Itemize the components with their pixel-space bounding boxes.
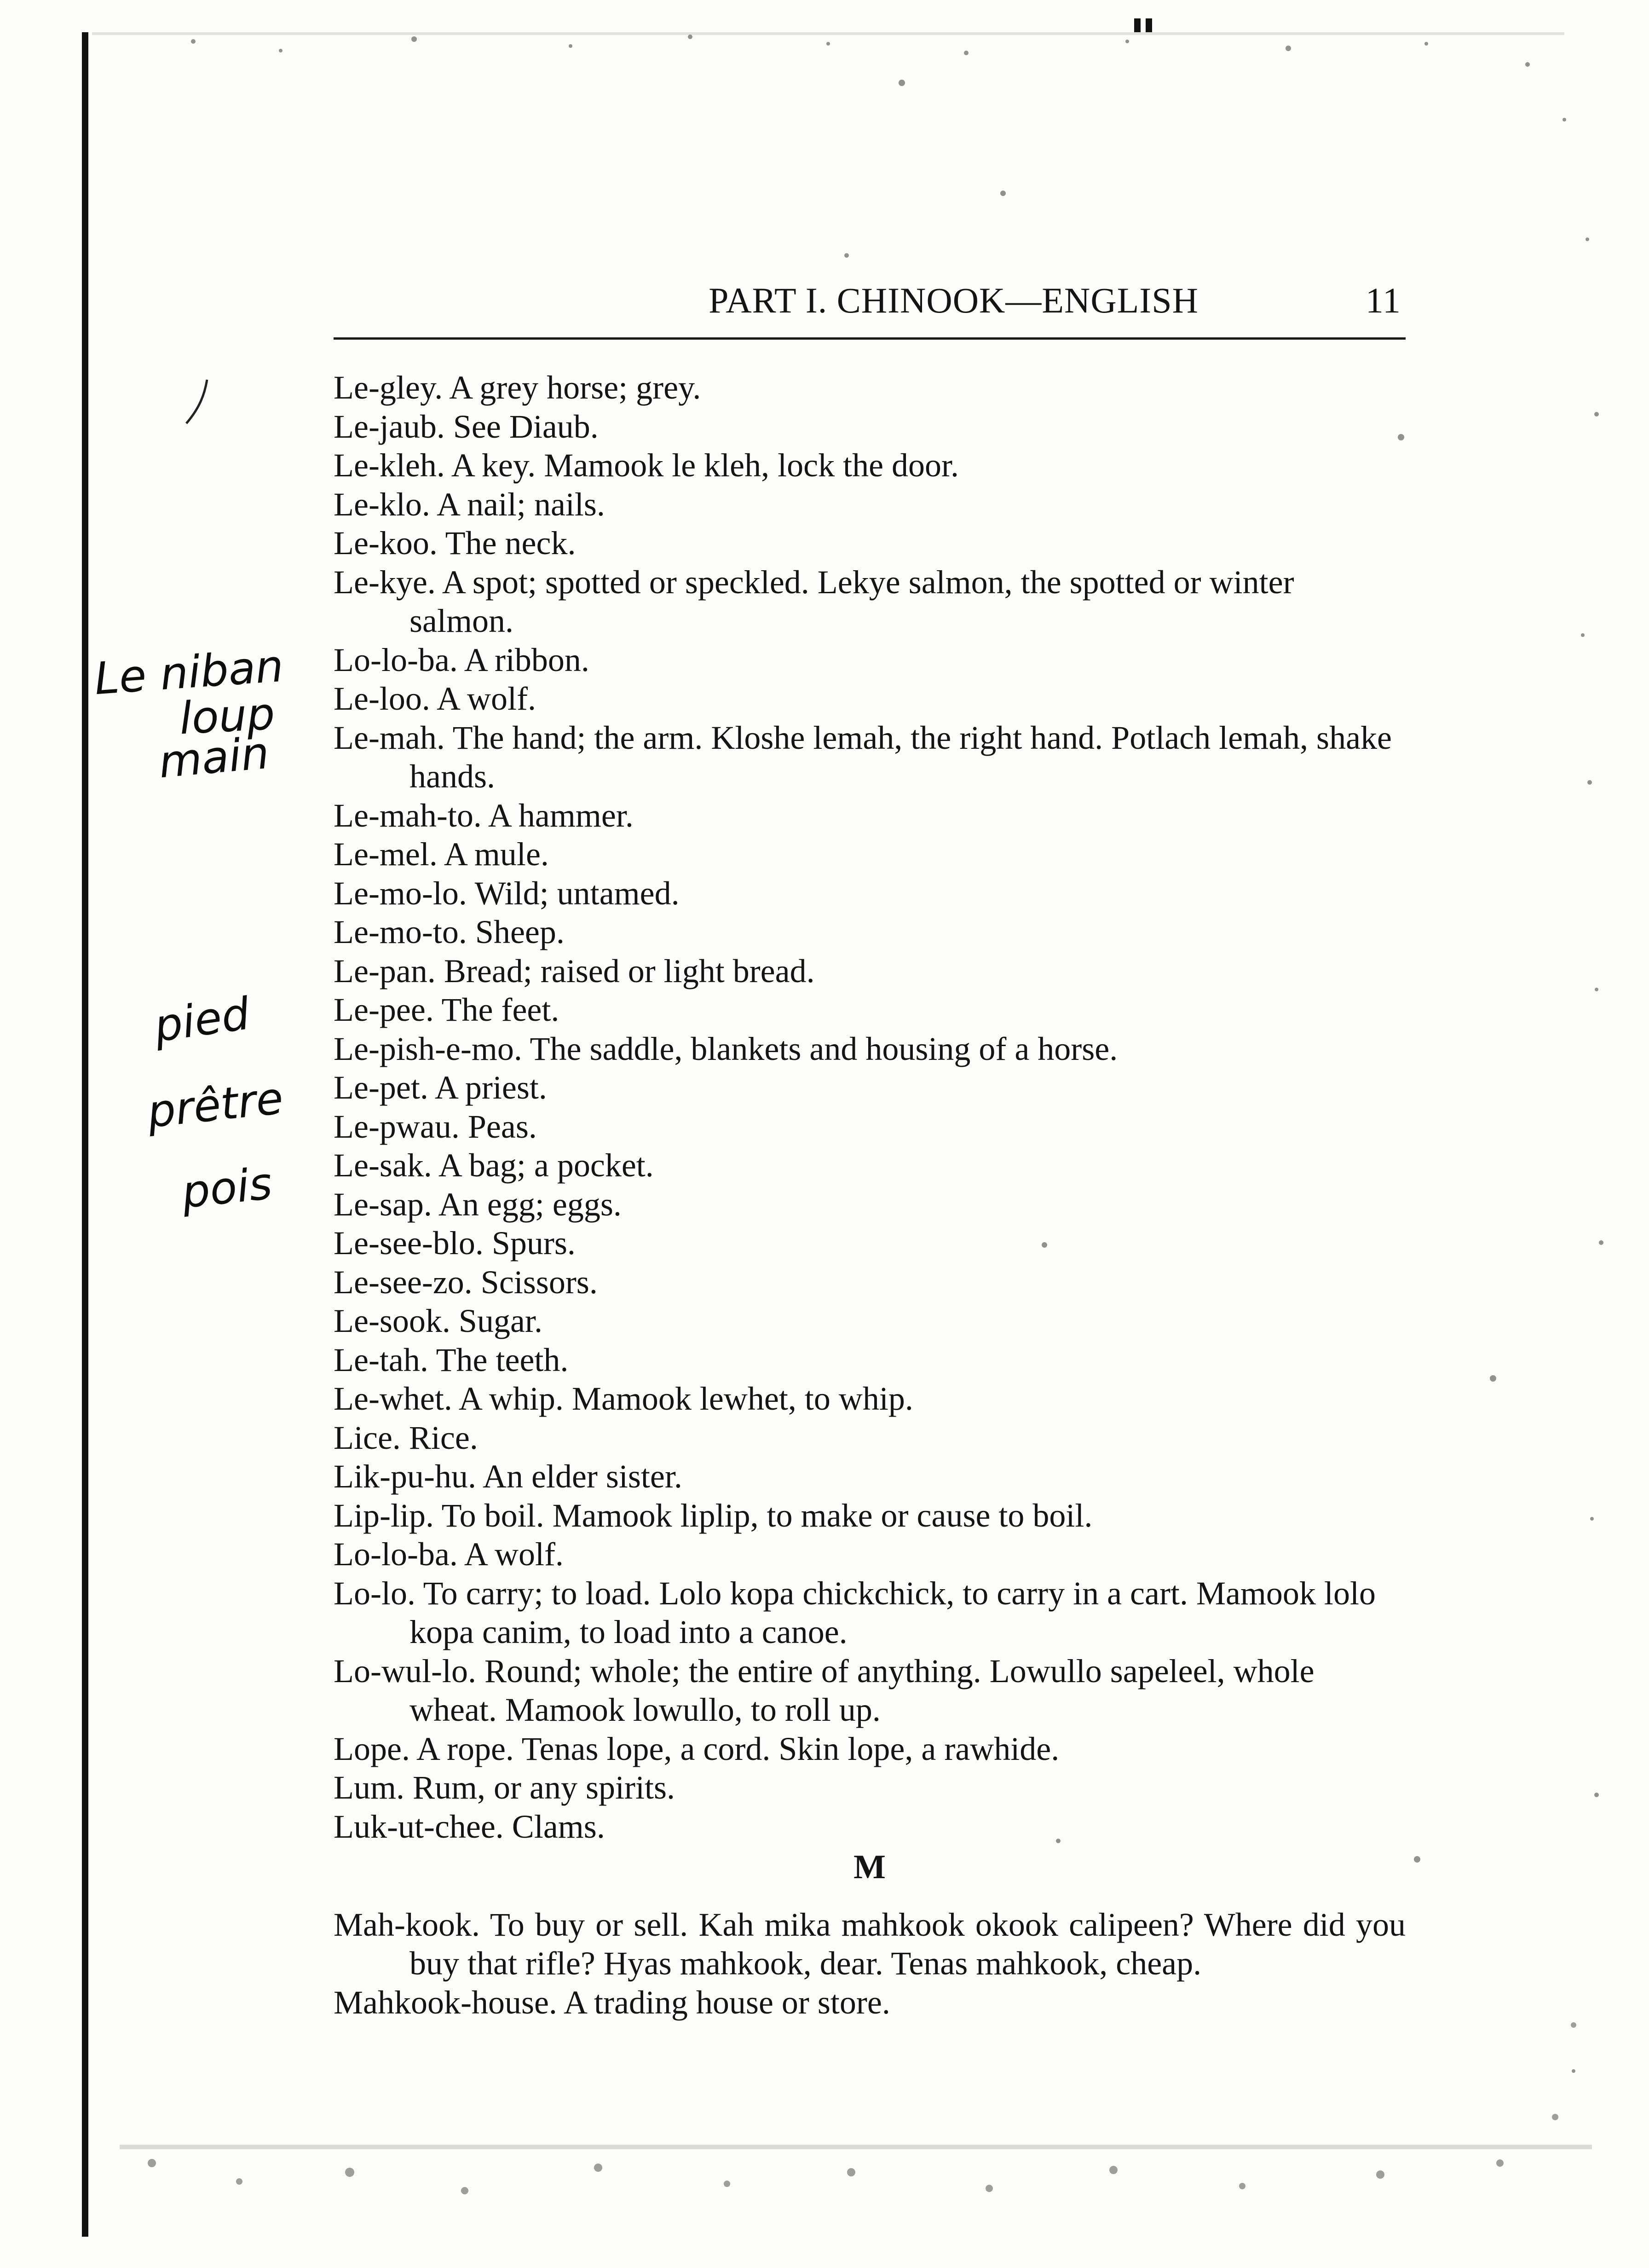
entry-le-jaub: Le-jaub. See Diaub. bbox=[334, 408, 599, 445]
entry-le-see-zo: Le-see-zo. Scissors. bbox=[334, 1263, 598, 1301]
entry-lik-pu-hu: Lik-pu-hu. An elder sister. bbox=[334, 1458, 682, 1495]
entry-le-tah: Le-tah. The teeth. bbox=[334, 1341, 569, 1378]
handwritten-note-pied: pied bbox=[151, 988, 253, 1052]
entry-le-sak: Le-sak. A bag; a pocket. bbox=[334, 1147, 654, 1184]
entry-lope: Lope. A rope. Tenas lope, a cord. Skin lope, a rawhide. bbox=[334, 1730, 1060, 1767]
handwritten-note-pois: pois bbox=[179, 1157, 275, 1218]
page-header bbox=[334, 276, 1406, 327]
entry-le-mah: Le-mah. The hand; the arm. Kloshe lemah, the right hand. Potlach lemah, shake hands. bbox=[334, 719, 1392, 795]
handwritten-note-le-niban: Le niban bbox=[92, 640, 285, 705]
entry-le-see-blo: Le-see-blo. Spurs. bbox=[334, 1225, 576, 1261]
entry-le-pee: Le-pee. The feet. bbox=[334, 991, 559, 1028]
entry-le-mah-to: Le-mah-to. A hammer. bbox=[334, 797, 634, 834]
handwritten-note-main: main bbox=[156, 727, 271, 788]
entry-mah-kook: Mah-kook. To buy or sell. Kah mika mahkook okook calipeen? Where did you buy that rifle? Hyas mahkook, dear. Tenas mahkook, cheap. bbox=[334, 1906, 1406, 1982]
entry-lo-wul-lo: Lo-wul-lo. Round; whole; the entire of anything. Lowullo sapeleel, whole wheat. Mamook lowullo, to roll up. bbox=[334, 1652, 1315, 1728]
entry-le-kleh: Le-kleh. A key. Mamook le kleh, lock the door. bbox=[334, 447, 959, 484]
entry-mahkook-house: Mahkook-house. A trading house or store. bbox=[334, 1984, 890, 2021]
entry-lo-lo-ba-wolf: Lo-lo-ba. A wolf. bbox=[334, 1536, 564, 1573]
entry-le-klo: Le-klo. A nail; nails. bbox=[334, 486, 605, 523]
header-rule bbox=[334, 337, 1406, 340]
entry-le-pan: Le-pan. Bread; raised or light bread. bbox=[334, 952, 815, 989]
entry-lice: Lice. Rice. bbox=[334, 1419, 478, 1456]
running-title: PART I. CHINOOK—ENGLISH bbox=[709, 280, 1199, 320]
page-number: 11 bbox=[1365, 280, 1401, 320]
handwritten-note-pretre: prêtre bbox=[144, 1072, 286, 1138]
entry-le-loo: Le-loo. A wolf. bbox=[334, 680, 536, 717]
entry-le-whet: Le-whet. A whip. Mamook lewhet, to whip. bbox=[334, 1380, 913, 1417]
entry-le-mo-lo: Le-mo-lo. Wild; untamed. bbox=[334, 874, 680, 912]
entry-lum: Lum. Rum, or any spirits. bbox=[334, 1769, 675, 1806]
section-letter-m: M bbox=[853, 1848, 886, 1886]
binding-edge bbox=[82, 32, 88, 2237]
entry-lip-lip: Lip-lip. To boil. Mamook liplip, to make or cause to boil. bbox=[334, 1497, 1093, 1534]
entry-le-koo: Le-koo. The neck. bbox=[334, 525, 576, 561]
entry-le-pish-e-mo: Le-pish-e-mo. The saddle, blankets and housing of a horse. bbox=[334, 1030, 1118, 1067]
entry-le-gley: Le-gley. A grey horse; grey. bbox=[334, 369, 701, 406]
entry-le-kye: Le-kye. A spot; spotted or speckled. Lekye salmon, the spotted or winter salmon. bbox=[334, 563, 1294, 639]
entry-luk-ut-chee: Luk-ut-chee. Clams. bbox=[334, 1808, 605, 1845]
entry-le-pwau: Le-pwau. Peas. bbox=[334, 1108, 537, 1145]
entry-le-pet: Le-pet. A priest. bbox=[334, 1069, 547, 1106]
entry-le-mo-to: Le-mo-to. Sheep. bbox=[334, 914, 565, 950]
entry-le-mel: Le-mel. A mule. bbox=[334, 836, 549, 873]
entry-lo-lo: Lo-lo. To carry; to load. Lolo kopa chickchick, to carry in a cart. Mamook lolo kopa canim, to load into a canoe. bbox=[334, 1574, 1376, 1650]
handwritten-note-loup: loup bbox=[178, 688, 276, 745]
entry-le-sap: Le-sap. An egg; eggs. bbox=[334, 1186, 622, 1223]
entry-lo-lo-ba-ribbon: Lo-lo-ba. A ribbon. bbox=[334, 641, 589, 678]
pen-mark bbox=[179, 377, 216, 428]
entry-le-sook: Le-sook. Sugar. bbox=[334, 1302, 542, 1339]
dictionary-entries bbox=[334, 368, 1406, 2022]
